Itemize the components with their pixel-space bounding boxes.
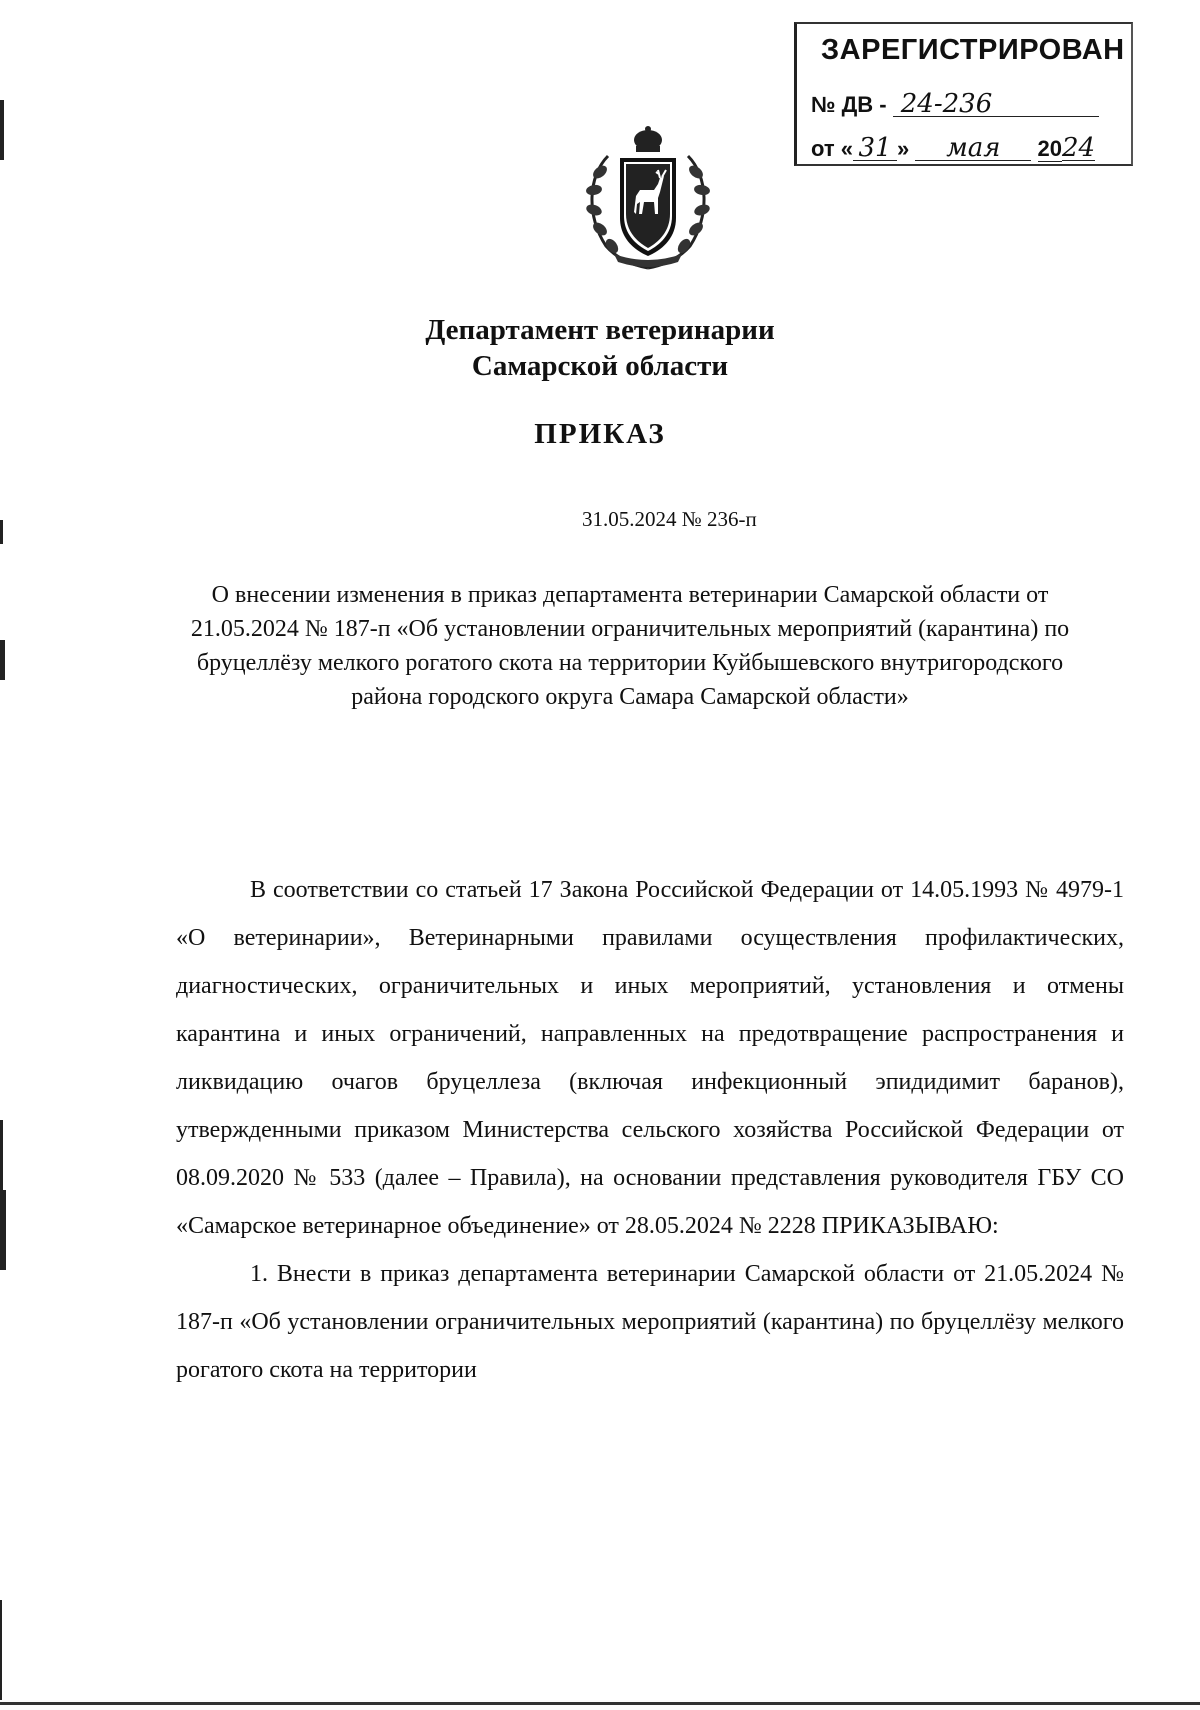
scan-edge-mark	[0, 1600, 2, 1700]
scan-edge-mark	[0, 520, 3, 544]
department-name	[0, 312, 1200, 384]
scan-edge-mark	[0, 1120, 3, 1190]
registration-stamp	[794, 22, 1133, 166]
stamp-title: ЗАРЕГИСТРИРОВАН	[821, 34, 1125, 66]
department-name-line2: Самарской области	[471, 350, 729, 382]
stamp-number-handwritten: 24-236	[893, 92, 1099, 117]
stamp-date-year-prefix: 20	[1037, 136, 1062, 161]
stamp-date-row	[811, 133, 1096, 163]
department-name-line1: Департамент ветеринарии	[425, 314, 775, 346]
order-subject: О внесении изменения в приказ департамента ветеринарии Самарской области от 21.05.2024 № 187-п «Об установлении ограничительных мероприятий (карантина) по бруцеллёзу мелкого рогатого скота на территории Куйбышевского внутригородского района городского округа Самара Самарской области»	[190, 582, 1070, 710]
stamp-date-day-handwritten: 31	[853, 136, 897, 161]
stamp-number-label: № ДВ -	[811, 92, 887, 117]
coat-of-arms-icon	[578, 126, 718, 272]
scan-edge-mark	[0, 100, 4, 160]
stamp-date-prefix: от «	[811, 136, 854, 161]
scan-edge-mark	[0, 640, 5, 680]
scan-edge-mark	[0, 1190, 6, 1270]
document-type-title: ПРИКАЗ	[534, 418, 666, 450]
stamp-date-year-handwritten: 24	[1062, 133, 1096, 163]
order-body	[176, 866, 1124, 1394]
stamp-date-mid: »	[897, 136, 910, 161]
body-paragraph-preamble: В соответствии со статьей 17 Закона Российской Федерации от 14.05.1993 № 4979-1 «О ветеринарии», Ветеринарными правилами осуществления профилактических, диагностических, ограничительных и иных мероприятий, установления и отмены карантина и иных ограничений, направленных на предотвращение распространения и ликвидацию очагов бруцеллеза (включая инфекционный эпидидимит баранов), утвержденными приказом Министерства сельского хозяйства Российской Федерации от 08.09.2020 № 533 (далее – Правила), на основании представления руководителя ГБУ СО «Самарское ветеринарное объединение» от 28.05.2024 № 2228 ПРИКАЗЫВАЮ:	[176, 877, 1124, 1239]
stamp-number-row	[811, 89, 1099, 119]
order-date-number: 31.05.2024 № 236-п	[582, 507, 757, 531]
body-paragraph-item-1: 1. Внести в приказ департамента ветеринарии Самарской области от 21.05.2024 № 187-п «Об установлении ограничительных мероприятий (карантина) по бруцеллёзу мелкого рогатого скота на территории	[176, 1261, 1124, 1383]
stamp-date-month-handwritten: мая	[915, 136, 1031, 161]
scan-bottom-edge	[0, 1702, 1200, 1705]
